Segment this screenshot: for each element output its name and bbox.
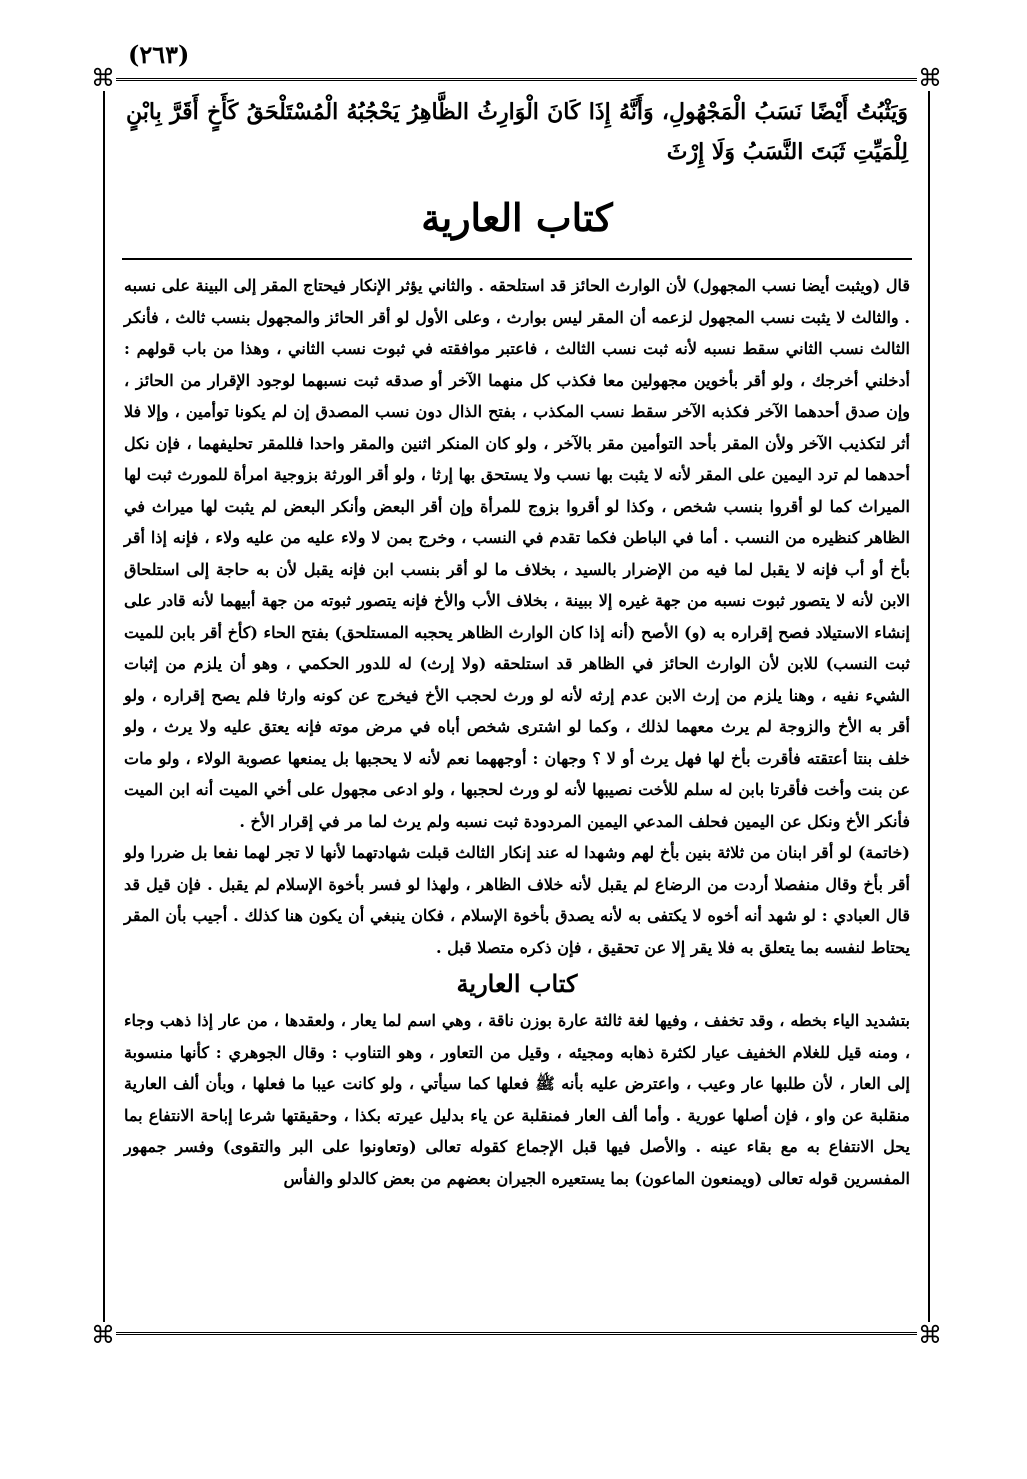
divider xyxy=(122,258,912,260)
corner-ornament-icon: ⌘ xyxy=(91,64,115,92)
khatima-paragraph xyxy=(122,837,912,963)
corner-ornament-icon: ⌘ xyxy=(918,1321,942,1349)
corner-ornament-icon: ⌘ xyxy=(918,64,942,92)
matn-text: وَيَثْبُتُ أَيْضًا نَسَبُ الْمَجْهُولِ، وَأَنَّهُ إِذَا كَانَ الْوَارِثُ الظَّاهِرُ يَحْجُبُهُ الْمُسْتَلْحَقُ كَأَخٍ أَقَرَّ بِابْنٍ لِلْمَيِّتِ ثَبَتَ النَّسَبُ وَلَا إِرْثَ xyxy=(126,99,908,165)
section-heading: كتاب العارية xyxy=(456,969,578,998)
khatima-label: (خاتمة) xyxy=(857,843,910,862)
page-content xyxy=(122,92,912,1194)
commentary-text: قال (ويثبت أيضا نسب المجهول) لأن الوارث الحائز قد استلحقه . والثاني يؤثر الإنكار فيحتاج المقر إلى البينة على نسبه . والثالث لا يثبت نسب المجهول لزعمه أن المقر ليس بوارث ، وعلى الأول لو أقر الحائز والمجهول بنسب ثالث ، فأنكر الثالث نسب الثاني سقط نسبه لأنه ثبت نسب الثالث ، فاعتبر موافقته في ثبوت نسب الثاني ، وهذا من باب قولهم : أدخلني أخرجك ، ولو أقر بأخوين مجهولين معا فكذب كل منهما الآخر أو صدقه ثبت نسبهما لوجود الإقرار من الحائز ، وإن صدق أحدهما الآخر فكذبه الآخر سقط نسب المكذب ، بفتح الذال دون نسب المصدق إن لم يكونا توأمين ، وإلا فلا أثر لتكذيب الآخر ولأن المقر بأحد التوأمين مقر بالآخر ، ولو كان المنكر اثنين والمقر واحدا فللمقر تحليفهما ، فإن نكل أحدهما لم ترد اليمين على المقر لأنه لا يثبت بها نسب ولا يستحق بها إرثا ، ولو أقر الورثة بزوجية امرأة للمورث ثبت لها الميراث كما لو أقروا بنسب شخص ، وكذا لو أقروا بزوج للمرأة وإن أقر البعض وأنكر البعض لم يثبت لها ميراث في الظاهر كنظيره من النسب . أما في الباطن فكما تقدم في النسب ، وخرج بمن لا ولاء عليه من عليه ولاء ، فإنه إذا أقر بأخ أو أب فإنه لا يقبل لما فيه من الإضرار بالسيد ، بخلاف ما لو أقر بنسب ابن فإنه يقبل لأن به حاجة إلى استلحاق الابن لأنه لا يتصور ثبوت نسبه من جهة غيره إلا ببينة ، بخلاف الأب والأخ فإنه يتصور ثبوته من جهة أبيهما لأنه قادر على إنشاء الاستيلاد فصح إقراره به (و) الأصح (أنه إذا كان الوارث الظاهر يحجبه المستلحق) بفتح الحاء (كأخ أقر بابن للميت ثبت النسب) للابن لأن الوارث الحائز في الظاهر قد استلحقه (ولا إرث) له للدور الحكمي ، وهو أن يلزم من إثبات الشيء نفيه ، وهنا يلزم من إرث الابن عدم إرثه لأنه لو ورث لحجب الأخ فيخرج عن كونه وارثا فلم يصح إقراره ، ولو أقر به الأخ والزوجة لم يرث معهما لذلك ، وكما لو اشترى شخص أباه في مرض موته فإنه يعتق عليه ولا يرث ، ولو خلف بنتا أعتقته فأقرت بأخ لها فهل يرث أو لا ؟ وجهان : أوجههما نعم لأنه لا يحجبها بل يمنعها عصوبة الولاء ، ولو مات عن بنت وأخت فأقرتا بابن له سلم للأخت نصيبها لأنه لو ورث لحجبها ، ولو ادعى مجهول على أخي الميت أنه ابن الميت فأنكر الأخ ونكل عن اليمين فحلف المدعي اليمين المردودة ثبت نسبه ولم يرث لما مر في إقرار الأخ . xyxy=(124,276,911,831)
khatima-text: لو أقر ابنان من ثلاثة بنين بأخ لهم وشهدا له عند إنكار الثالث قبلت شهادتهما لأنها لا تجر لهما نفعا بل ضررا ولو أقر بأخ وقال منفصلا أردت من الرضاع لم يقبل لأنه خلاف الظاهر ، ولهذا لو فسر بأخوة الإسلام لم يقبل . فإن قيل قد قال العبادي : لو شهد أنه أخوه لا يكتفى به لأنه يصدق بأخوة الإسلام ، فكان ينبغي أن يكون هنا كذلك . أجيب بأن المقر يحتاط لنفسه بما يتعلق به فلا يقر إلا عن تحقيق ، فإن ذكره متصلا قبل . xyxy=(124,843,910,957)
book-title: كتاب العارية xyxy=(421,195,613,240)
corner-ornament-icon: ⌘ xyxy=(91,1321,115,1349)
page-number: (٢٦٣) xyxy=(128,40,190,69)
ariya-text: بتشديد الياء بخطه ، وقد تخفف ، وفيها لغة ثالثة عارة بوزن ناقة ، وهي اسم لما يعار ، ولعقدها ، من عار إذا ذهب وجاء ، ومنه قيل للغلام الخفيف عيار لكثرة ذهابه ومجيئه ، وقيل من التعاور ، وهو التناوب : وقال الجوهري : كأنها منسوبة إلى العار ، لأن طلبها عار وعيب ، واعترض عليه بأنه ﷺ فعلها كما سيأتي ، ولو كانت عيبا ما فعلها ، وبأن ألف العارية منقلبة عن واو ، فإن أصلها عورية . وأما ألف العار فمنقلبة عن ياء بدليل عيرته بكذا ، وحقيقتها شرعا إباحة الانتفاع بما يحل الانتفاع به مع بقاء عينه . والأصل فيها قبل الإجماع كقوله تعالى (وتعاونوا على البر والتقوى) وفسر جمهور المفسرين قوله تعالى (ويمنعون الماعون) بما يستعيره الجيران بعضهم من بعض كالدلو والفأس xyxy=(124,1011,910,1188)
